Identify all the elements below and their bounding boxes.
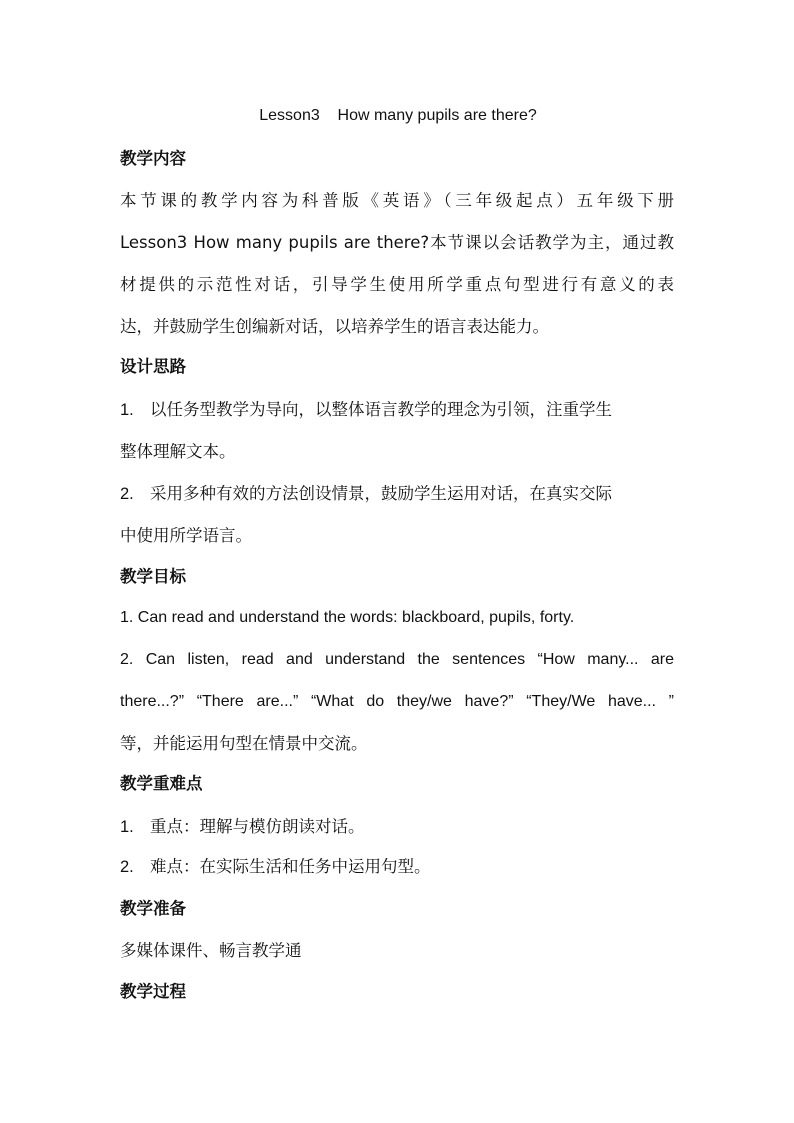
key-point-1-number: 1.: [120, 818, 134, 836]
section-heading-content: 教学内容: [120, 149, 186, 168]
section-heading-process: 教学过程: [120, 982, 186, 1001]
design-item-1-number: 1.: [120, 401, 134, 419]
content-line-1: 本节课的教学内容为科普版《英语》（三年级起点）五年级下册: [120, 191, 674, 210]
content-line-3: 材提供的示范性对话，引导学生使用所学重点句型进行有意义的表: [120, 275, 674, 294]
content-line-4: 达，并鼓励学生创编新对话，以培养学生的语言表达能力。: [120, 317, 549, 336]
section-heading-preparation: 教学准备: [120, 899, 186, 918]
key-point-1: [120, 815, 365, 839]
preparation-text: 多媒体课件、畅言教学通: [120, 941, 302, 960]
objective-line-1: 1. Can read and understand the words: blackboard, pupils, forty.: [120, 609, 575, 626]
content-line-2: Lesson3 How many pupils are there?本节课以会话教学为主，通过教: [120, 233, 674, 252]
section-heading-design: 设计思路: [120, 357, 186, 376]
section-heading-key-points: 教学重难点: [120, 774, 203, 793]
key-point-2-text: 难点：在实际生活和任务中运用句型。: [150, 857, 431, 876]
lesson-title: Lesson3 How many pupils are there?: [259, 107, 537, 124]
section-heading-objectives: 教学目标: [120, 567, 186, 586]
key-point-1-text: 重点：理解与模仿朗读对话。: [150, 817, 365, 836]
key-point-2-number: 2.: [120, 858, 134, 876]
design-item-1: [120, 398, 612, 422]
objective-line-4: 等，并能运用句型在情景中交流。: [120, 734, 368, 753]
objective-line-3: there...?” “There are...” “What do they/we have?” “They/We have... ”: [120, 693, 674, 710]
key-point-2: [120, 855, 431, 879]
design-item-2-text: 采用多种有效的方法创设情景，鼓励学生运用对话，在真实交际: [150, 484, 612, 503]
design-item-2: [120, 482, 612, 506]
objective-line-2: 2. Can listen, read and understand the sentences “How many... are: [120, 651, 674, 668]
design-item-1-continuation: 整体理解文本。: [120, 442, 236, 461]
design-item-2-continuation: 中使用所学语言。: [120, 526, 252, 545]
design-item-1-text: 以任务型教学为导向，以整体语言教学的理念为引领，注重学生: [150, 400, 612, 419]
design-item-2-number: 2.: [120, 485, 134, 503]
